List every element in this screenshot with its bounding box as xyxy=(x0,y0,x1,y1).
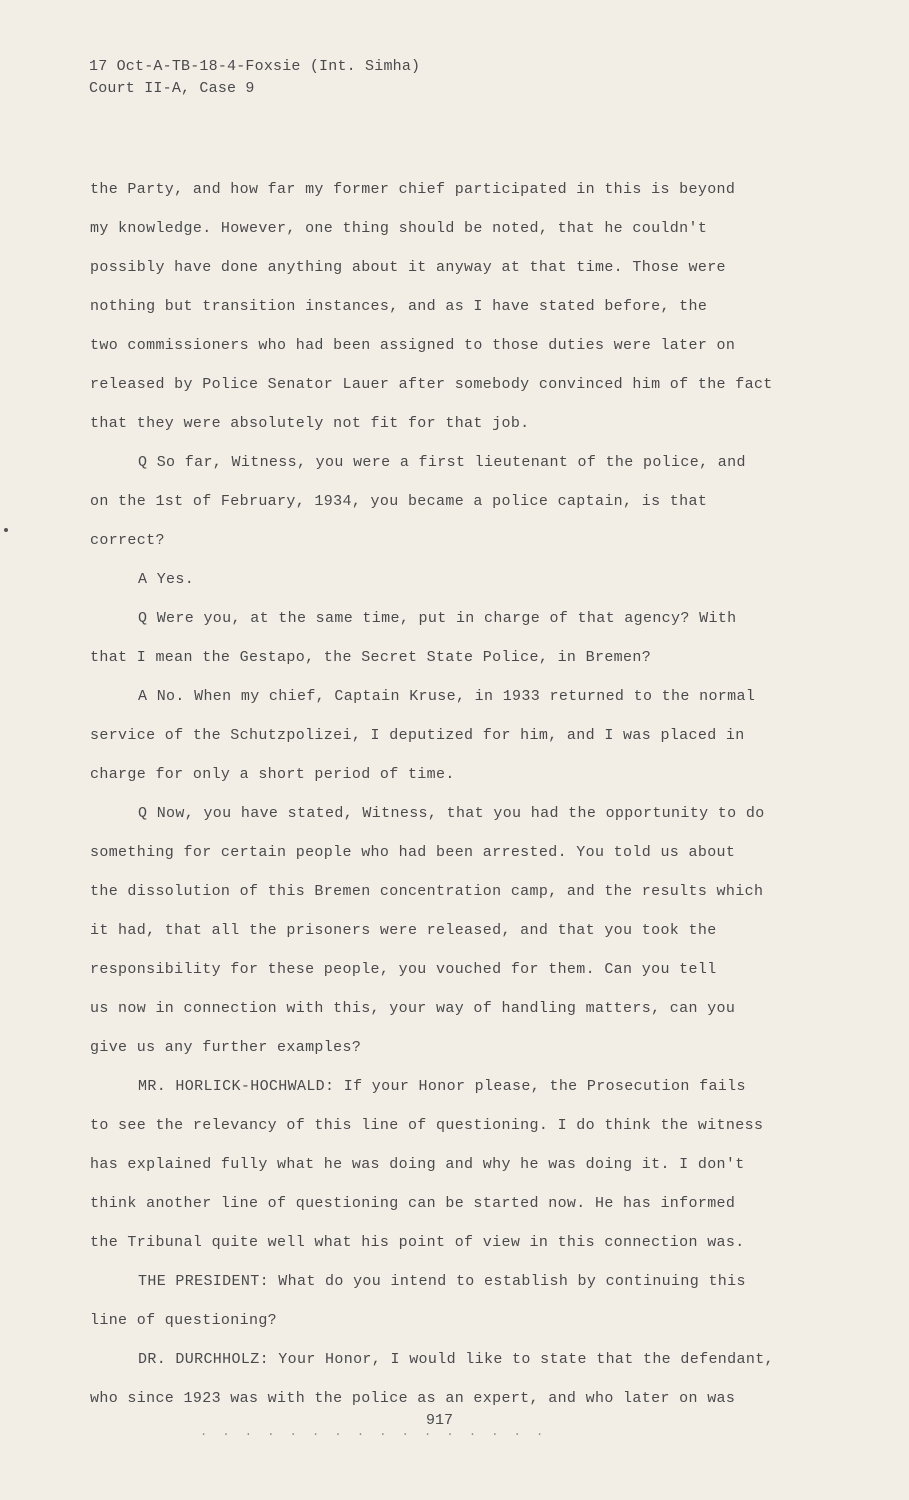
text-line: correct? xyxy=(90,532,165,549)
header-line-1: 17 Oct-A-TB-18-4-Foxsie (Int. Simha) xyxy=(89,58,421,75)
text-line: my knowledge. However, one thing should be noted, that he couldn't xyxy=(90,220,708,237)
text-line: A No. When my chief, Captain Kruse, in 1933 returned to the normal xyxy=(138,688,756,705)
text-line: it had, that all the prisoners were released, and that you took the xyxy=(90,922,717,939)
text-line: charge for only a short period of time. xyxy=(90,766,455,783)
document-header xyxy=(89,56,420,100)
text-line: released by Police Senator Lauer after somebody convinced him of the fact xyxy=(90,376,773,393)
header-line-2: Court II-A, Case 9 xyxy=(89,80,255,97)
text-line: who since 1923 was with the police as an expert, and who later on was xyxy=(90,1390,736,1407)
page-number: 917 xyxy=(426,1412,454,1429)
text-line: THE PRESIDENT: What do you intend to establish by continuing this xyxy=(138,1273,746,1290)
text-line: something for certain people who had been arrested. You told us about xyxy=(90,844,736,861)
footer-dots: . . . . . . . . . . . . . . . . xyxy=(200,1425,548,1439)
text-line: responsibility for these people, you vouched for them. Can you tell xyxy=(90,961,717,978)
text-line: has explained fully what he was doing and why he was doing it. I don't xyxy=(90,1156,745,1173)
text-line: us now in connection with this, your way of handling matters, can you xyxy=(90,1000,736,1017)
text-line: line of questioning? xyxy=(90,1312,278,1329)
text-line: DR. DURCHHOLZ: Your Honor, I would like to state that the defendant, xyxy=(138,1351,774,1368)
text-line: the Party, and how far my former chief participated in this is beyond xyxy=(90,181,736,198)
text-line: the dissolution of this Bremen concentration camp, and the results which xyxy=(90,883,764,900)
text-line: think another line of questioning can be started now. He has informed xyxy=(90,1195,736,1212)
punch-mark xyxy=(4,528,8,532)
text-line: that I mean the Gestapo, the Secret State Police, in Bremen? xyxy=(90,649,652,666)
text-line: give us any further examples? xyxy=(90,1039,362,1056)
text-line: A Yes. xyxy=(138,571,195,588)
text-line: Q Now, you have stated, Witness, that you had the opportunity to do xyxy=(138,805,765,822)
text-line: that they were absolutely not fit for that job. xyxy=(90,415,530,432)
text-line: Q So far, Witness, you were a first lieutenant of the police, and xyxy=(138,454,746,471)
text-line: the Tribunal quite well what his point of view in this connection was. xyxy=(90,1234,745,1251)
text-line: possibly have done anything about it anyway at that time. Those were xyxy=(90,259,726,276)
text-line: two commissioners who had been assigned to those duties were later on xyxy=(90,337,736,354)
text-line: on the 1st of February, 1934, you became a police captain, is that xyxy=(90,493,708,510)
text-line: service of the Schutzpolizei, I deputized for him, and I was placed in xyxy=(90,727,745,744)
text-line: to see the relevancy of this line of questioning. I do think the witness xyxy=(90,1117,764,1134)
transcript-body xyxy=(90,170,820,1418)
text-line: MR. HORLICK-HOCHWALD: If your Honor please, the Prosecution fails xyxy=(138,1078,746,1095)
text-line: nothing but transition instances, and as I have stated before, the xyxy=(90,298,708,315)
text-line: Q Were you, at the same time, put in charge of that agency? With xyxy=(138,610,737,627)
